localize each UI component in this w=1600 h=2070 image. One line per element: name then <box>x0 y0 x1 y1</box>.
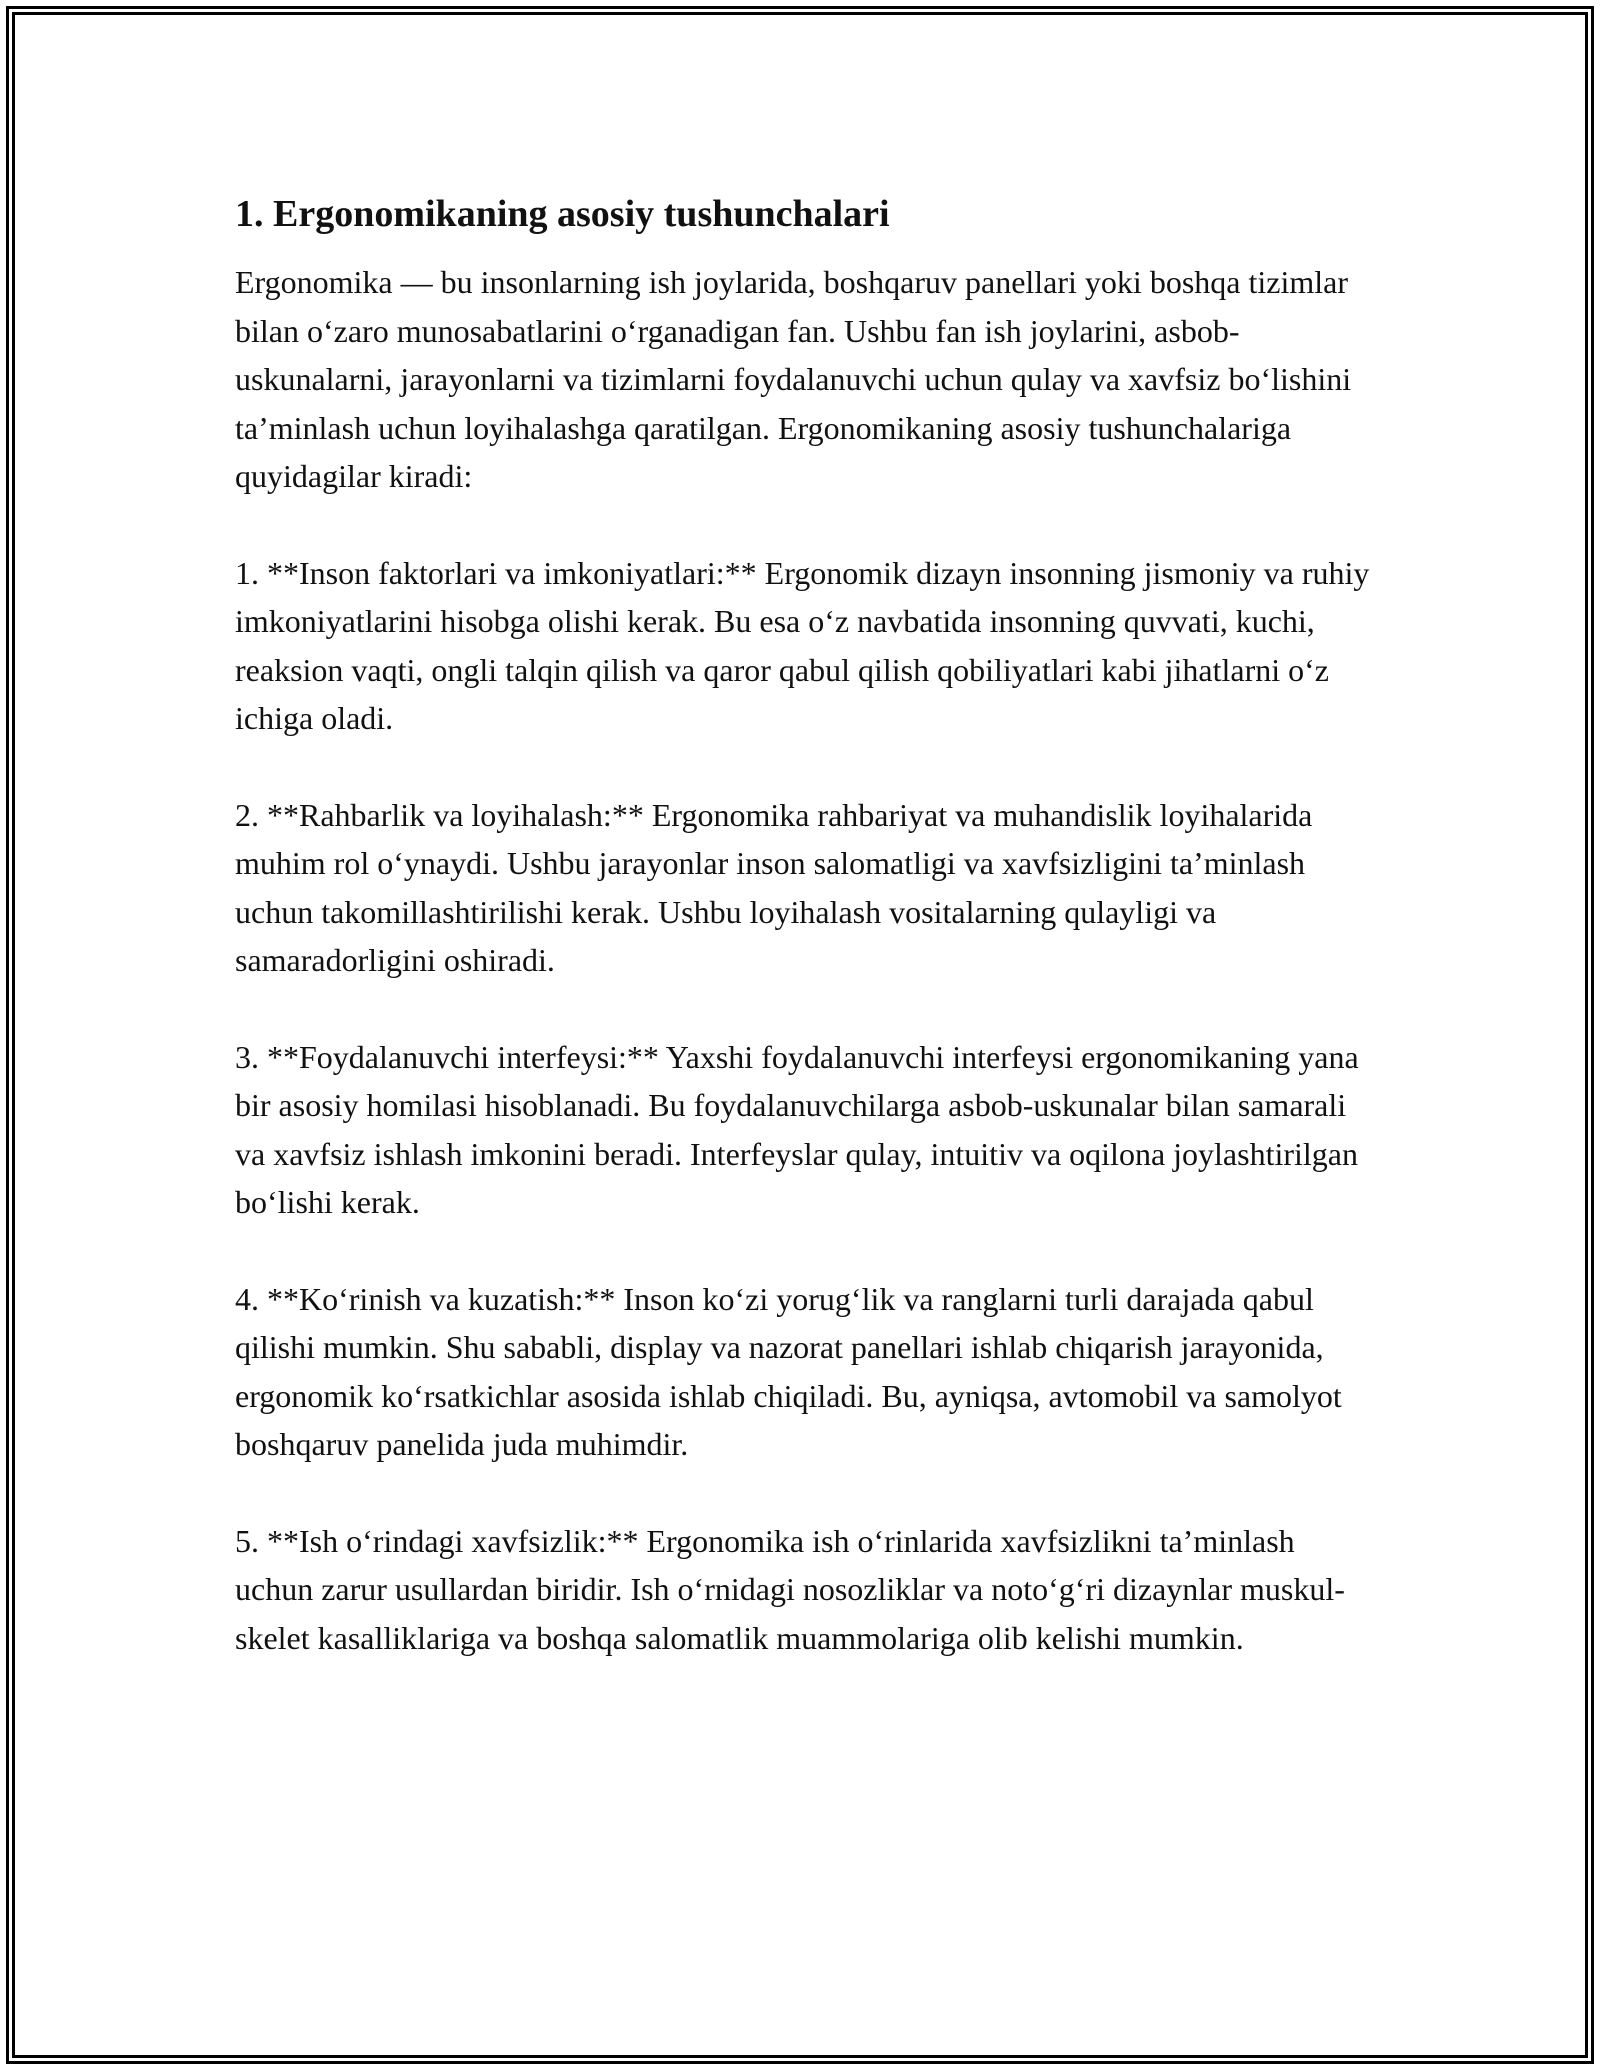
list-item-human-factors: 1. **Inson faktorlari va imkoniyatlari:** Ergonomik dizayn insonning jismoniy va ruhiy imkoniyatlarini hisobga olishi kerak. Bu esa oʻz navbatida insonning quvvati, kuchi, reaksion vaqti, ongli talqin qilish va qaror qabul qilish qobiliyatlari kabi jihatlarni oʻz ichiga oladi. <box>235 554 1370 736</box>
list-item-workplace-safety: 5. **Ish oʻrindagi xavfsizlik:** Ergonomika ish oʻrinlarida xavfsizlikni taʼminlash uchun zarur usullardan biridir. Ish oʻrnidagi nosozliklar va notoʻgʻri dizaynlar muskul-skelet kasalliklariga va boshqa salomatlik muammolariga olib kelishi mumkin. <box>235 1522 1345 1656</box>
list-item-leadership-design: 2. **Rahbarlik va loyihalash:** Ergonomika rahbariyat va muhandislik loyihalarida muhim rol oʻynaydi. Ushbu jarayonlar inson salomatligi va xavfsizligini taʼminlash uchun takomillashtirilishi kerak. Ushbu loyihalash vositalarning qulayligi va samaradorligini oshiradi. <box>235 796 1313 978</box>
document-body <box>235 188 1375 1710</box>
list-item-visibility-monitoring: 4. **Koʻrinish va kuzatish:** Inson koʻzi yorugʻlik va ranglarni turli darajada qabul qilishi mumkin. Shu sababli, display va nazorat panellari ishlab chiqarish jarayonida, ergonomik koʻrsatkichlar asosida ishlab chiqiladi. Bu, ayniqsa, avtomobil va samolyot boshqaruv panelida juda muhimdir. <box>235 1280 1342 1462</box>
intro-paragraph: Ergonomika — bu insonlarning ish joylarida, boshqaruv panellari yoki boshqa tizimlar bilan oʻzaro munosabatlarini oʻrganadigan fan. Ushbu fan ish joylarini, asbob-uskunalarni, jarayonlarni va tizimlarni foydalanuvchi uchun qulay va xavfsiz boʻlishini taʼminlash uchun loyihalashga qaratilgan. Ergonomikaning asosiy tushunchalariga quyidagilar kiradi: <box>235 264 1352 494</box>
list-item-user-interface: 3. **Foydalanuvchi interfeysi:** Yaxshi foydalanuvchi interfeysi ergonomikaning yana bir asosiy homilasi hisoblanadi. Bu foydalanuvchilarga asbob-uskunalar bilan samarali va xavfsiz ishlash imkonini beradi. Interfeyslar qulay, intuitiv va oqilona joylashtirilgan boʻlishi kerak. <box>235 1038 1359 1220</box>
section-heading: 1. Ergonomikaning asosiy tushunchalari <box>235 193 890 235</box>
